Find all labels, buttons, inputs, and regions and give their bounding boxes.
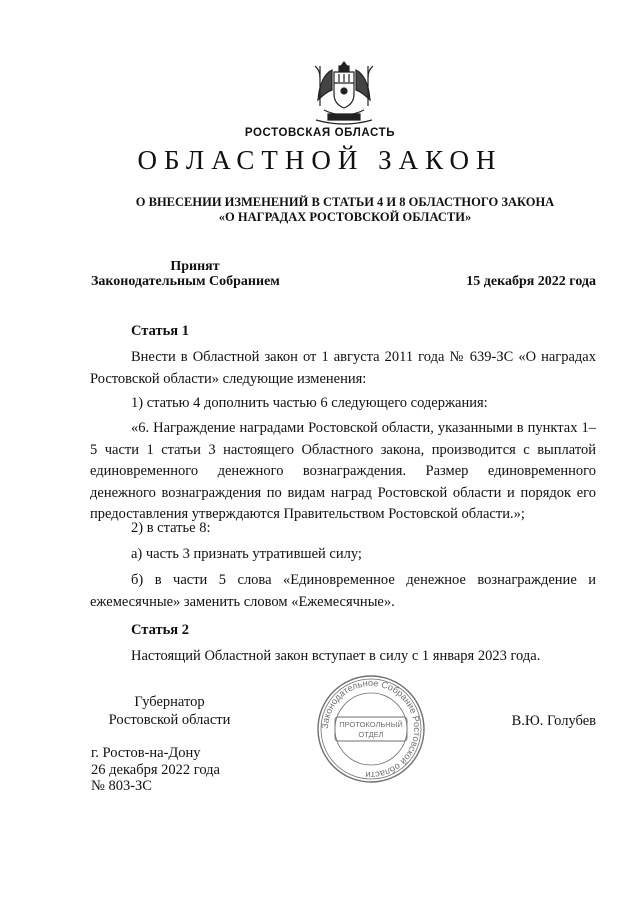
law-number: № 803-ЗС — [91, 778, 152, 794]
subtitle-line-1: О ВНЕСЕНИИ ИЗМЕНЕНИЙ В СТАТЬИ 4 И 8 ОБЛАСТНОГО ЗАКОНА — [135, 195, 555, 209]
region-name: РОСТОВСКАЯ ОБЛАСТЬ — [244, 127, 396, 139]
subtitle-line-2: «О НАГРАДАХ РОСТОВСКОЙ ОБЛАСТИ» — [218, 210, 472, 224]
article-2-paragraph-1: Настоящий Областной закон вступает в силу с 1 января 2023 года. — [131, 648, 541, 664]
article-1-paragraph-1: Внести в Областной закон от 1 августа 2011 года № 639-ЗС «О наградах Ростовской области» следующие изменения: — [90, 349, 596, 387]
signing-date: 26 декабря 2022 года — [91, 761, 220, 778]
article-1-paragraph-5: а) часть 3 признать утратившей силу; — [131, 546, 362, 562]
official-stamp — [315, 673, 427, 785]
signer-title-line-2: Ростовской области — [108, 712, 231, 728]
stamp-center-line-1: ПРОТОКОЛЬНЫЙ — [339, 720, 403, 729]
coat-of-arms-icon — [306, 58, 382, 126]
signer-name: В.Ю. Голубев — [511, 713, 596, 729]
signing-place: г. Ростов-на-Дону — [91, 745, 201, 761]
document-type-title: ОБЛАСТНОЙ ЗАКОН — [137, 145, 503, 175]
stamp-center-line-2: ОТДЕЛ — [358, 730, 384, 739]
article-1-heading: Статья 1 — [131, 323, 189, 339]
stamp-ring-text: Законодательное Собрание Ростовской области — [319, 677, 423, 781]
signer-title-line-1: Губернатор — [134, 694, 205, 710]
article-1-paragraph-3: «6. Награждение наградами Ростовской области, указанными в пунктах 1–5 части 1 статьи 3 настоящего Областного закона, производится с выплатой единовременного денежного вознаграждения. Размер единовременного денежного вознаграждения по видам наград Ростовской области и порядок его предоставления утверждаются Правительством Ростовской области.»; — [90, 420, 596, 522]
adopted-by: Законодательным Собранием — [91, 274, 280, 289]
adoption-date: 15 декабря 2022 года — [466, 274, 596, 289]
article-1-paragraph-6: б) в части 5 слова «Единовременное денежное вознаграждение и ежемесячные» заменить словом «Ежемесячные». — [90, 572, 596, 610]
adopted-label: Принят — [170, 259, 220, 274]
article-1-paragraph-4: 2) в статье 8: — [131, 520, 211, 536]
signing-details — [91, 745, 220, 795]
article-1-paragraph-2: 1) статью 4 дополнить частью 6 следующего содержания: — [131, 395, 488, 411]
law-subtitle — [60, 195, 630, 225]
signer-title — [92, 693, 247, 729]
article-2-heading: Статья 2 — [131, 622, 189, 638]
